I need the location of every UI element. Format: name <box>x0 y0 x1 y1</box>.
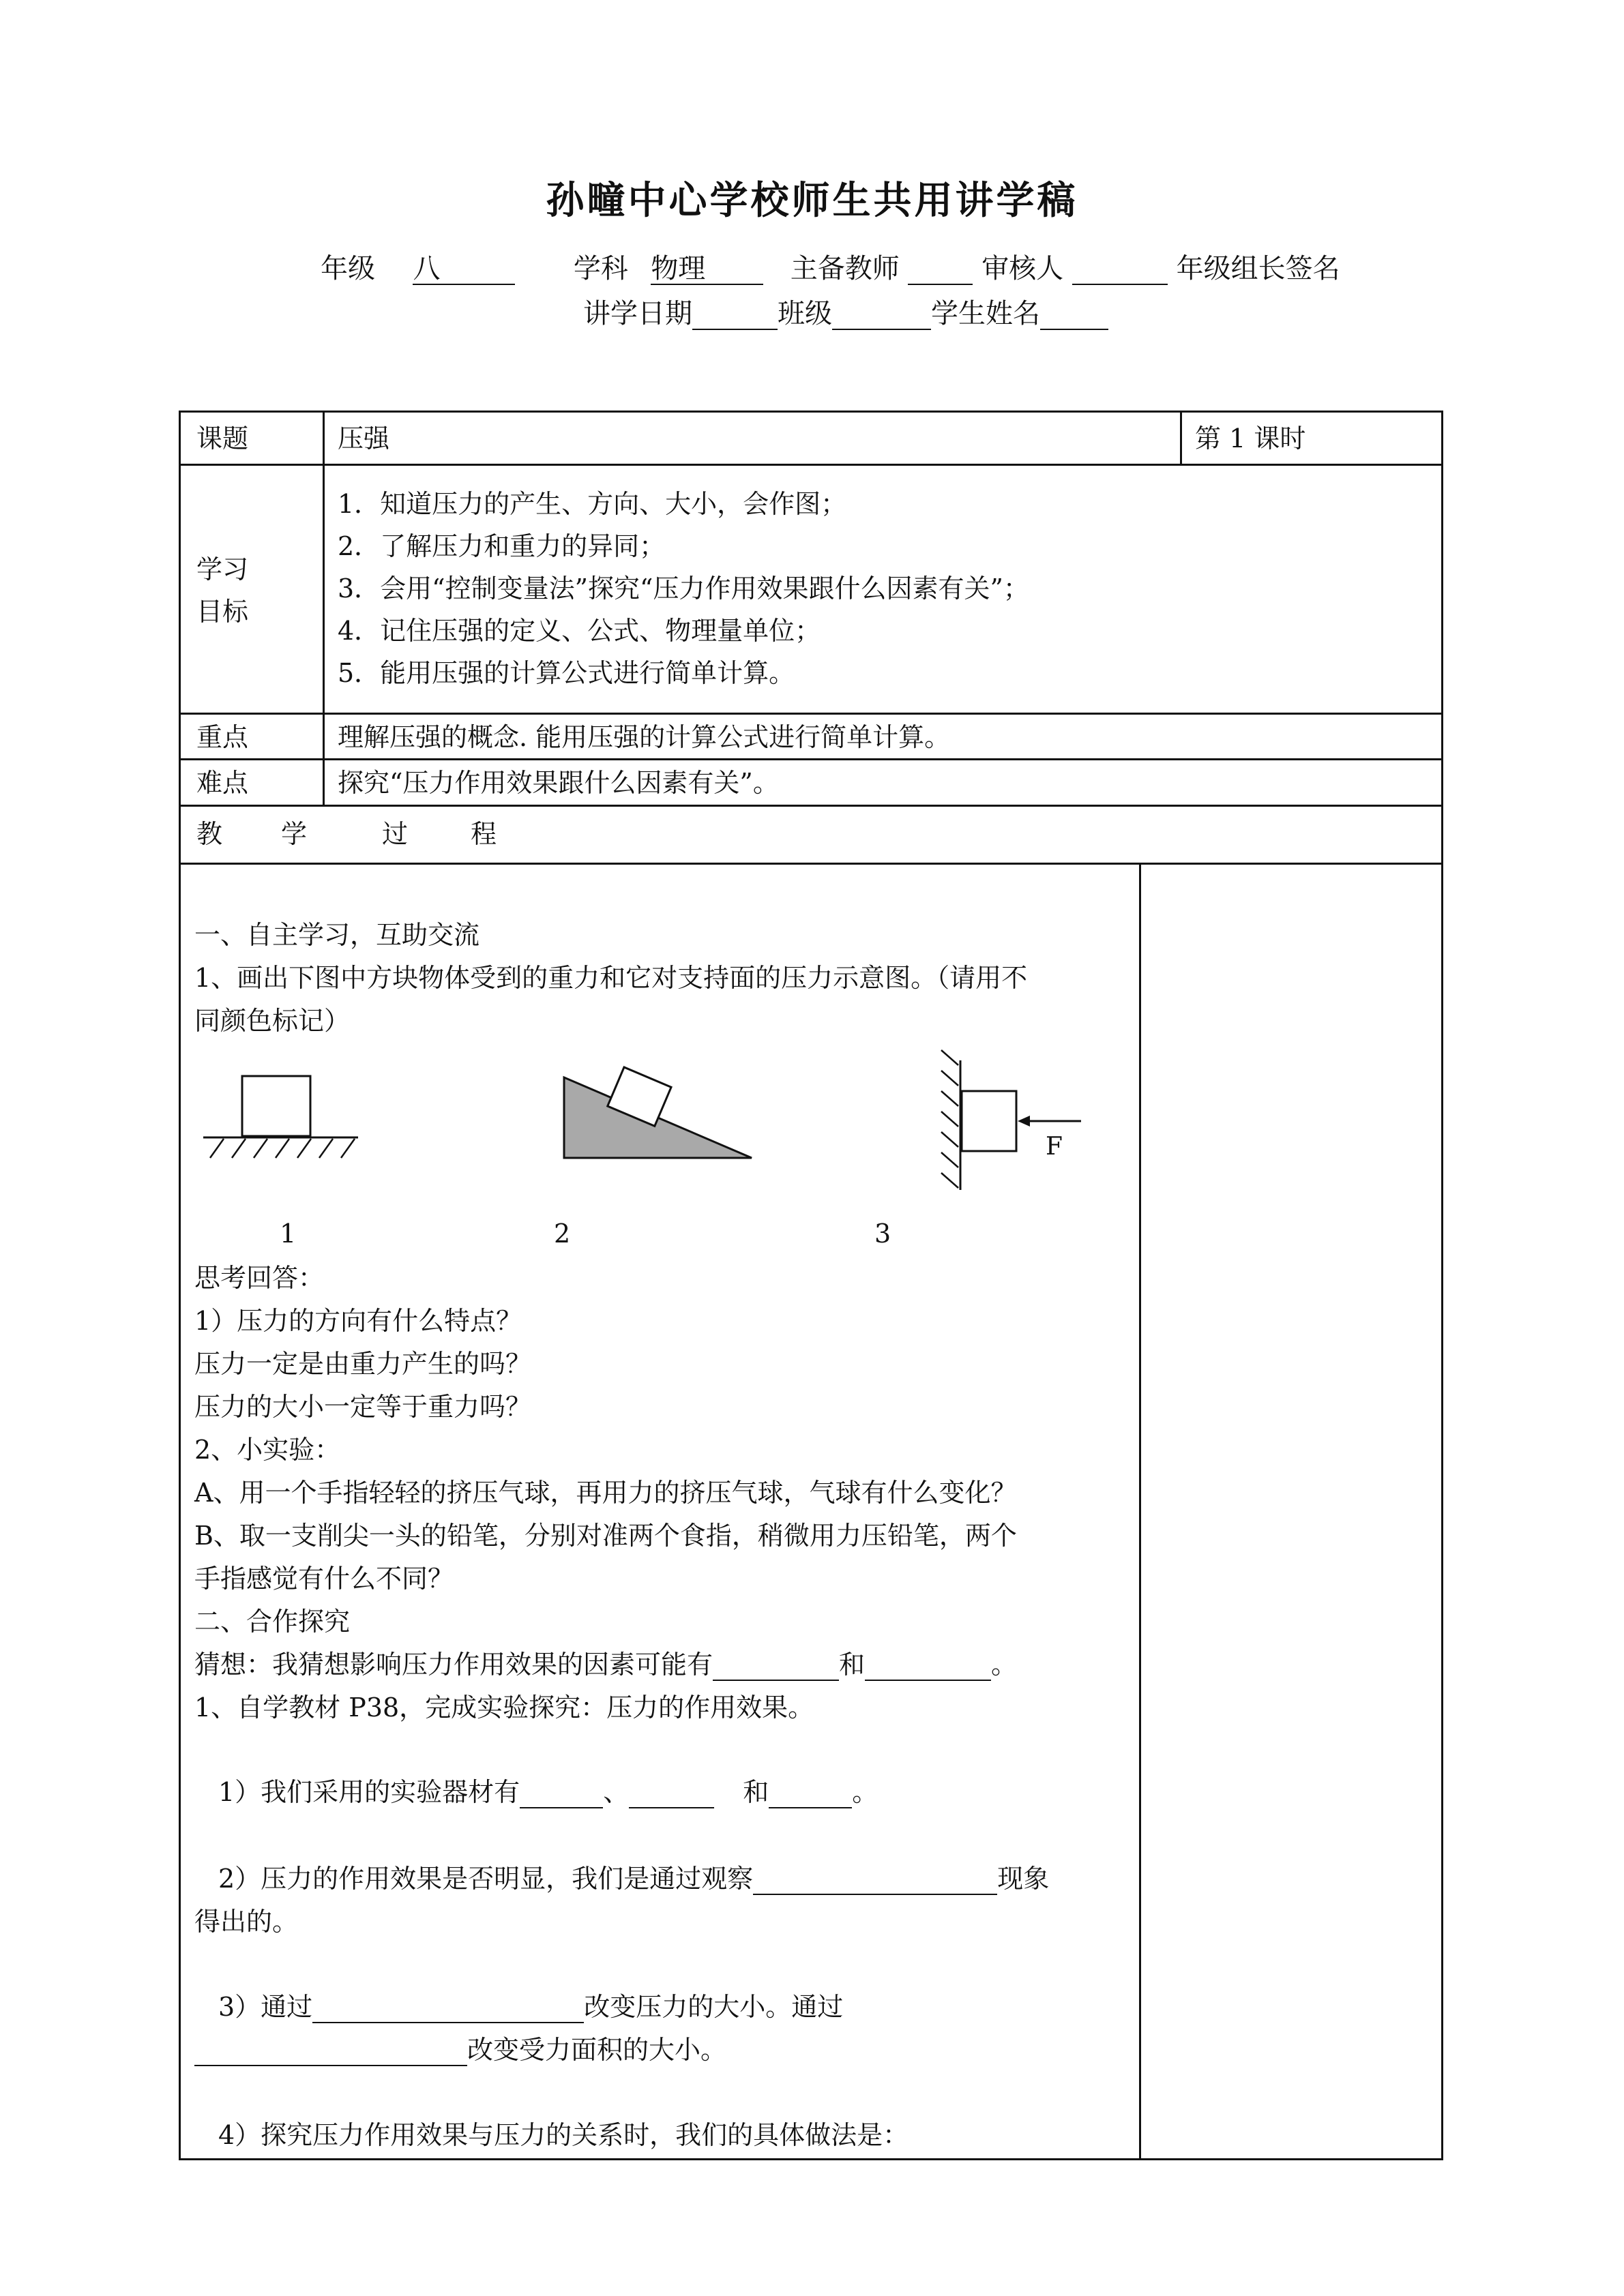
process-char: 过 <box>382 819 409 849</box>
think-question: 1）压力的方向有什么特点？ <box>194 1306 522 1336</box>
step-3-line <box>218 1986 843 2023</box>
leader-label: 年级组长签名 <box>1176 253 1340 284</box>
experiment-a: A、用一个手指轻轻的挤压气球，再用力的挤压气球，气球有什么变化？ <box>194 1478 1017 1508</box>
figure-number: 2 <box>554 1219 571 1249</box>
class-blank[interactable] <box>832 299 931 330</box>
class-label: 班级 <box>778 298 832 329</box>
grade-label: 年级 <box>321 253 375 284</box>
think-question: 压力一定是由重力产生的吗？ <box>194 1349 532 1379</box>
guess-and: 和 <box>839 1650 866 1680</box>
row-divider <box>179 758 1443 760</box>
row-divider <box>179 713 1443 715</box>
figure-3-block-against-wall <box>941 1050 1081 1190</box>
teacher-label: 主备教师 <box>790 253 900 284</box>
step-2-line <box>218 1858 1049 1895</box>
process-char: 学 <box>281 819 308 849</box>
figure-number: 3 <box>874 1219 891 1249</box>
topic-value: 压强 <box>338 423 390 453</box>
row-divider <box>179 464 1443 466</box>
difficulty-value: 探究“压力作用效果跟什么因素有关”。 <box>338 768 779 798</box>
difficulty-label: 难点 <box>196 768 249 798</box>
equipment-blank-1[interactable] <box>520 1781 603 1808</box>
goal-item: 5．能用压强的计算公式进行简单计算。 <box>338 658 795 688</box>
guess-blank-2[interactable] <box>865 1654 991 1681</box>
topic-label: 课题 <box>196 423 249 453</box>
area-change-blank[interactable] <box>194 2039 467 2066</box>
key-point-value: 理解压强的概念. 能用压强的计算公式进行简单计算。 <box>338 722 951 752</box>
think-heading: 思考回答： <box>194 1263 325 1293</box>
figure-number: 1 <box>280 1219 297 1249</box>
reviewer-blank[interactable] <box>1072 254 1168 285</box>
date-label: 讲学日期 <box>583 298 692 329</box>
lesson-number: 第 1 课时 <box>1195 423 1306 453</box>
subject-label: 学科 <box>573 253 628 284</box>
table-border-left <box>179 411 181 2160</box>
key-point-label: 重点 <box>196 722 249 752</box>
col-divider <box>323 411 325 805</box>
step-3-suffix: 改变受力面积的大小。 <box>467 2035 727 2065</box>
question-1-line: 同颜色标记） <box>194 1006 351 1036</box>
guess-blank-1[interactable] <box>713 1654 839 1681</box>
step-4-line: 4）探究压力作用效果与压力的关系时，我们的具体做法是： <box>218 2120 909 2150</box>
figure-2-block-on-incline <box>564 1067 752 1158</box>
col-divider <box>1180 411 1182 465</box>
grade-value: 八 <box>413 254 515 285</box>
date-blank[interactable] <box>692 299 778 330</box>
step-1-and: 和 <box>743 1777 769 1807</box>
equipment-blank-2[interactable] <box>629 1781 714 1808</box>
row-divider <box>179 863 1443 865</box>
observation-blank[interactable] <box>753 1868 997 1895</box>
student-label: 学生姓名 <box>931 298 1040 329</box>
step-3-mid: 改变压力的大小。通过 <box>584 1992 844 2022</box>
step-2-text: 2）压力的作用效果是否明显，我们是通过观察 <box>218 1864 754 1894</box>
table-border-top <box>179 411 1443 413</box>
step-1-end: 。 <box>852 1777 879 1807</box>
section-1-heading: 一、自主学习，互助交流 <box>194 920 480 950</box>
arrowhead-icon <box>1018 1116 1030 1127</box>
figure-1-block-on-floor <box>203 1076 358 1158</box>
table-border-bottom <box>179 2158 1443 2160</box>
experiment-heading: 2、小实验： <box>194 1435 341 1465</box>
section-2-heading: 二、合作探究 <box>194 1607 351 1637</box>
student-blank[interactable] <box>1040 299 1108 330</box>
subject-value: 物理 <box>651 254 763 285</box>
goals-label-2: 目标 <box>196 597 249 627</box>
goal-item: 1．知道压力的产生、方向、大小，会作图； <box>338 489 847 519</box>
header-line-1 <box>321 247 1340 286</box>
experiment-b-line: B、取一支削尖一头的铅笔，分别对准两个食指，稍微用力压铅笔，两个 <box>194 1521 1017 1551</box>
process-char: 程 <box>471 819 497 849</box>
think-question: 压力的大小一定等于重力吗？ <box>194 1392 532 1422</box>
study-instruction: 1、自学教材 P38，完成实验探究：压力的作用效果。 <box>194 1693 814 1723</box>
force-diagrams <box>191 1043 1132 1200</box>
equipment-blank-3[interactable] <box>769 1781 852 1808</box>
guess-line <box>194 1643 1017 1681</box>
step-1-sep: 、 <box>603 1777 630 1807</box>
step-3-text: 3）通过 <box>218 1992 313 2022</box>
experiment-b-line: 手指感觉有什么不同？ <box>194 1564 454 1594</box>
teacher-blank[interactable] <box>908 254 973 285</box>
notes-column-divider <box>1139 863 1141 2160</box>
pressure-change-blank[interactable] <box>312 1996 584 2023</box>
guess-text: 猜想：我猜想影响压力作用效果的因素可能有 <box>194 1650 713 1680</box>
force-label: F <box>1046 1133 1063 1161</box>
question-1-line: 1、画出下图中方块物体受到的重力和它对支持面的压力示意图。（请用不 <box>194 963 1028 993</box>
goal-item: 3．会用“控制变量法”探究“压力作用效果跟什么因素有关”； <box>338 573 1029 603</box>
table-border-right <box>1441 411 1443 2160</box>
step-1-text: 1）我们采用的实验器材有 <box>218 1777 520 1807</box>
row-divider <box>179 805 1443 807</box>
header-line-2 <box>583 292 1108 331</box>
step-2-suffix: 现象 <box>997 1864 1050 1894</box>
guess-end: 。 <box>991 1650 1018 1680</box>
step-1-line <box>218 1771 878 1808</box>
reviewer-label: 审核人 <box>981 253 1064 284</box>
process-char: 教 <box>196 819 223 849</box>
goals-label-1: 学习 <box>196 554 249 584</box>
goal-item: 2．了解压力和重力的异同； <box>338 531 666 561</box>
page-title: 孙疃中心学校师生共用讲学稿 <box>546 179 1078 223</box>
step-3-line-2 <box>194 2029 726 2066</box>
goal-item: 4．记住压强的定义、公式、物理量单位； <box>338 616 821 646</box>
step-2-line-2: 得出的。 <box>194 1907 299 1937</box>
